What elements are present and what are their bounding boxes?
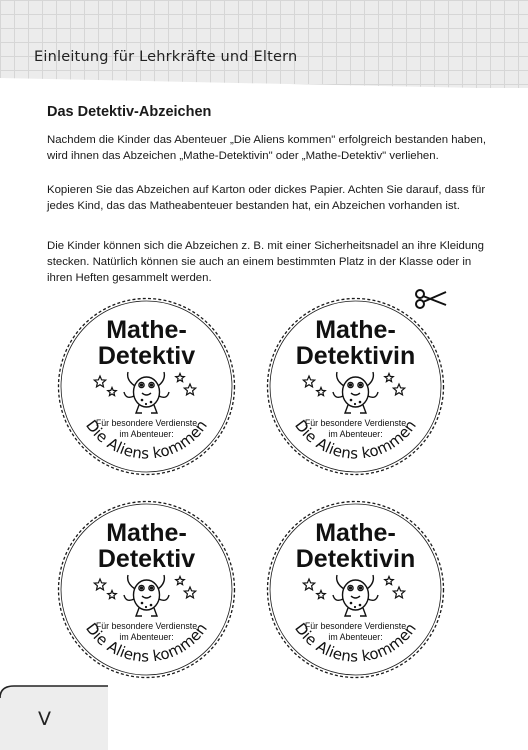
badge-title-line1: Mathe- [106, 519, 187, 547]
running-header: Einleitung für Lehrkräfte und Eltern [34, 49, 298, 65]
badge-title-line2: Detektiv [97, 342, 196, 370]
header-band [0, 0, 528, 88]
badge-mathe-detektiv [56, 296, 237, 477]
badge-subtitle-line2: im Abenteuer: [328, 632, 383, 642]
badge-arc-text: Die Aliens kommen [82, 619, 211, 666]
badge-subtitle-line1: Für besondere Verdienste [304, 418, 407, 428]
badge-title-line2: Detektivin [295, 545, 416, 573]
badge-arc-text: Die Aliens kommen [82, 416, 211, 463]
badge-subtitle-line2: im Abenteuer: [119, 429, 174, 439]
badge-mathe-detektivin [265, 499, 446, 680]
badge-title-line1: Mathe- [106, 316, 187, 344]
badge-arc-text: Die Aliens kommen [291, 416, 420, 463]
badge-title-line2: Detektiv [97, 545, 196, 573]
badge-subtitle-line2: im Abenteuer: [119, 632, 174, 642]
paragraph-copy: Kopieren Sie das Abzeichen auf Karton oder dickes Papier. Achten Sie darauf, dass für jedes Kind, das das Matheabenteuer bestanden hat, ein Abzeichen vorhanden ist. [47, 184, 486, 212]
badge-subtitle-line1: Für besondere Verdienste [95, 418, 198, 428]
badge-arc-text: Die Aliens kommen [291, 619, 420, 666]
badge-title-line1: Mathe- [315, 316, 396, 344]
badge-subtitle-line1: Für besondere Verdienste [304, 621, 407, 631]
badge-mathe-detektiv [56, 499, 237, 680]
badge-title-line1: Mathe- [315, 519, 396, 547]
paragraph-usage: Die Kinder können sich die Abzeichen z. B. mit einer Sicherheitsnadel an ihre Kleidung stecken. Natürlich können sie auch an einem bestimmten Platz in der Klasse oder in ihren Heften gesammelt werden. [47, 240, 484, 284]
badge-subtitle-line2: im Abenteuer: [328, 429, 383, 439]
badge-mathe-detektivin [265, 296, 446, 477]
badge-subtitle-line1: Für besondere Verdienste [95, 621, 198, 631]
paragraph-intro: Nachdem die Kinder das Abenteuer „Die Aliens kommen" erfolgreich bestanden haben, wird ihnen das Abzeichen „Mathe-Detektivin" oder „Mathe-Detektiv" verliehen. [47, 134, 487, 162]
corner-decoration [0, 668, 108, 750]
badge-title-line2: Detektivin [295, 342, 416, 370]
page-number: V [38, 708, 51, 730]
section-title: Das Detektiv-Abzeichen [47, 104, 212, 120]
